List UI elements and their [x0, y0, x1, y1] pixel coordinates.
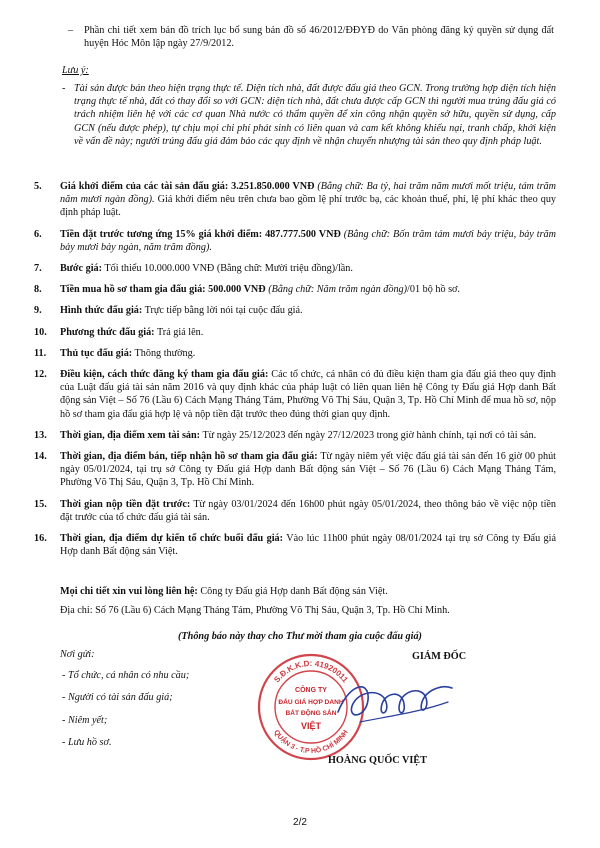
svg-text:BẤT ĐỘNG SẢN: BẤT ĐỘNG SẢN: [285, 710, 337, 717]
item-text: /01 bộ hồ sơ.: [407, 284, 460, 296]
auction-item: [18, 368, 556, 421]
auction-item: [18, 450, 556, 490]
svg-text:QUẬN 3 - T.P HỒ CHÍ MINH: QUẬN 3 - T.P HỒ CHÍ MINH: [272, 729, 350, 756]
item-number: 11.: [34, 347, 47, 359]
signer-title: GIÁM ĐỐC: [412, 651, 467, 662]
svg-text:VIỆT: VIỆT: [300, 721, 322, 731]
svg-text:CÔNG TY: CÔNG TY: [295, 687, 327, 694]
item-number: 15.: [34, 498, 47, 510]
item-number: 7.: [34, 263, 42, 275]
item-text: Thông thường.: [132, 347, 196, 359]
contact-company: Công ty Đấu giá Hợp danh Bất động sản Việt.: [197, 586, 388, 597]
contact-address: Địa chỉ: Số 76 (Lầu 6) Cách Mạng Tháng Tám, Phường Võ Thị Sáu, Quận 3, Tp. Hồ Chí Minh.: [60, 605, 450, 617]
auction-item: [18, 532, 556, 558]
item-amount-in-words: (Bằng chữ: Ba tỷ, hai trăm năm mươi mốt triệu, tám trăm năm mươi ngàn đồng).: [60, 181, 556, 206]
item-label: Thời gian, địa điểm dự kiến tổ chức buổi đấu giá:: [60, 533, 284, 545]
item-amount-in-words: (Bằng chữ: Bốn trăm tám mươi bảy triệu, bảy trăm bảy mươi bảy ngàn, năm trăm đồng).: [60, 228, 556, 253]
bullet-dash: –: [68, 25, 74, 36]
item-number: 13.: [34, 429, 47, 441]
item-text: Giá khởi điểm nêu trên chưa bao gồm lệ phí trước bạ, các khoản thuế, phí, lệ phí khác theo quy định pháp luật.: [60, 194, 557, 219]
note-title: Lưu ý:: [62, 65, 89, 76]
item-label: Điều kiện, cách thức đăng ký tham gia đấu giá:: [60, 369, 269, 381]
item-label: Thời gian, địa điểm xem tài sản:: [60, 429, 201, 441]
auction-item: [18, 262, 556, 275]
auction-item: [18, 498, 556, 524]
item-text: Tối thiểu 10.000.000 VNĐ (Bằng chữ: Mười triệu đồng)/lần.: [102, 263, 353, 275]
item-number: 16.: [34, 533, 47, 545]
intro-paragraph: [68, 24, 554, 50]
item-label: Thời gian, địa điểm bán, tiếp nhận hồ sơ tham gia đấu giá:: [60, 451, 318, 463]
note-text: Tài sản được bán theo hiện trạng thực tế. Diện tích nhà, đất được đấu giá theo GCN. Trong trường hợp diện tích hiện trạng thực tế nhà, đất có thay đổi so với GCN: diện tích nhà, đất chưa được cấp GCN thì người mua trúng đấu giá có trách nhiệm liên hệ với các cơ quan Nhà nước có thẩm quyền để xin công nhận quyền sở hữu, quyền sử dụng, cấp GCN (nếu được phép), tự chịu mọi chi phí phát sinh có liên quan và cam kết không khiếu nại, tranh chấp, khởi kiện về vấn đề này; người trúng đấu giá đảm bảo các quy định về nhận chuyển nhượng tài sản theo quy định pháp luật.: [74, 83, 556, 147]
item-number: 5.: [34, 181, 42, 192]
item-number: 6.: [34, 228, 42, 240]
recipients-block: [60, 648, 260, 758]
item-label: Thời gian nộp tiền đặt trước:: [60, 498, 191, 510]
recipient-item: - Người có tài sản đấu giá;: [62, 692, 173, 704]
item-number: 10.: [34, 326, 47, 338]
item-number: 14.: [34, 451, 47, 463]
item-label: Tiền đặt trước tương ứng 15% giá khởi điểm: 487.777.500 VNĐ: [60, 228, 341, 240]
auction-item: [18, 326, 556, 339]
intro-text: Phần chi tiết xem bản đồ trích lục bổ sung bản đồ số 46/2012/ĐĐYĐ do Văn phòng đăng ký quyền sử dụng đất huyện Hóc Môn lập ngày 27/9/2012.: [84, 25, 554, 50]
svg-text:ĐẤU GIÁ HỢP DANH: ĐẤU GIÁ HỢP DANH: [278, 699, 344, 706]
item-text: Vào lúc 11h00 phút ngày 08/01/2024 tại trụ sở Công ty Đấu giá Hợp danh Bất động sản Việt.: [60, 533, 556, 558]
auction-item: [18, 429, 556, 442]
page-number: 2/2: [293, 817, 307, 828]
bullet-dash: -: [62, 83, 66, 94]
item-label: Hình thức đấu giá:: [60, 305, 143, 317]
recipients-title: Nơi gửi:: [60, 649, 95, 660]
item-text: Trực tiếp bằng lời nói tại cuộc đấu giá.: [142, 305, 303, 317]
recipient-item: - Lưu hồ sơ.: [62, 736, 112, 748]
svg-text:S.Đ.K.K.D: 41920011: S.Đ.K.K.D: 41920011: [272, 658, 350, 685]
item-label: Tiền mua hồ sơ tham gia đấu giá: 500.000 VNĐ: [60, 284, 266, 296]
item-amount-in-words: (Bằng chữ: Năm trăm ngàn đồng): [265, 284, 408, 296]
item-text: Từ ngày niêm yết việc đấu giá tài sản đến 16 giờ 00 phút ngày 05/01/2024, tại trụ sở Công ty Đấu giá Hợp danh Bất động sản Việt – Số 76 (Lầu 6) Cách Mạng Tháng Tám, Phường Võ Thị Sáu, Quận 3, Tp. Hồ Chí Minh.: [60, 451, 556, 489]
item-number: 8.: [34, 284, 42, 296]
recipient-item: - Tổ chức, cá nhân có nhu cầu;: [62, 670, 190, 682]
item-text: Từ ngày 25/12/2023 đến ngày 27/12/2023 trong giờ hành chính, tại nơi có tài sản.: [200, 429, 537, 441]
auction-item: [18, 304, 556, 317]
contact-block: [60, 585, 556, 623]
contact-line: [60, 585, 556, 598]
contact-label: Mọi chi tiết xin vui lòng liên hệ:: [60, 586, 198, 597]
auction-items-list: [18, 180, 556, 566]
item-text: Các tổ chức, cá nhân có đủ điều kiện tham gia đấu giá theo quy định của Luật đấu giá tài sản năm 2016 và quy định khác của pháp luật có liên quan liên hệ Công ty Đấu giá Hợp danh Bất động sản Việt – Số 76 (Lầu 6) Cách Mạng Tháng Tám, Phường Võ Thị Sáu, Quận 3, Tp. Hồ Chí Minh để mua hồ sơ, nộp hồ sơ tham gia đấu giá hợp lệ và nộp tiền đặt trước theo đúng thời gian quy định.: [60, 369, 556, 420]
auction-item: [18, 228, 556, 254]
notice-text: (Thông báo này thay cho Thư mời tham gia cuộc đấu giá): [178, 631, 422, 642]
signer-name: HOÀNG QUỐC VIỆT: [328, 755, 427, 766]
auction-item: [18, 180, 556, 220]
item-label: Bước giá:: [60, 263, 103, 275]
auction-item: [18, 283, 556, 296]
handwritten-signature: [330, 672, 460, 732]
auction-item: [18, 347, 556, 360]
item-label: Thủ tục đấu giá:: [60, 347, 133, 359]
item-number: 9.: [34, 305, 42, 317]
item-label: Phương thức đấu giá:: [60, 326, 155, 338]
item-number: 12.: [34, 369, 47, 381]
item-text: Từ ngày 03/01/2024 đến 16h00 phút ngày 05/01/2024, theo thông báo về việc nộp tiền đặt trước của tổ chức đấu giá tài sản.: [60, 498, 557, 523]
note-paragraph: [62, 82, 556, 148]
item-label: Giá khởi điểm của các tài sản đấu giá: 3.251.850.000 VNĐ: [60, 181, 315, 192]
item-text: Trả giá lên.: [154, 326, 204, 338]
recipient-item: - Niêm yết;: [62, 714, 108, 726]
